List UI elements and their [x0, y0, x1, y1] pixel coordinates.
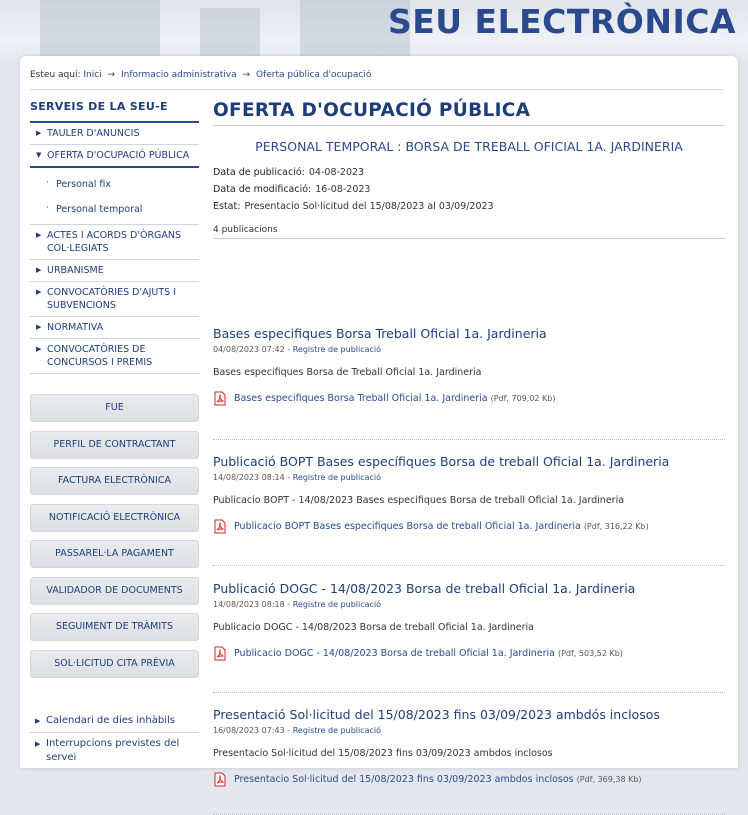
publication-title[interactable]: Presentació Sol·licitud del 15/08/2023 fins 03/09/2023 ambdós inclosos — [213, 707, 660, 722]
pdf-icon — [213, 391, 227, 406]
publication-description: Publicacio DOGC - 14/08/2023 Borsa de treball Oficial 1a. Jardineria — [213, 622, 534, 633]
page-title: OFERTA D'OCUPACIÓ PÚBLICA — [213, 100, 725, 126]
publication-description: Publicacio BOPT - 14/08/2023 Bases especifiques Borsa de treball Oficial 1a. Jardineria — [213, 495, 625, 506]
site-title: SEU ELECTRÒNICA — [387, 2, 736, 41]
divider — [213, 692, 725, 693]
offer-subtitle: PERSONAL TEMPORAL : BORSA DE TREBALL OFICIAL 1A. JARDINERIA — [255, 139, 683, 154]
sidebar-menu — [30, 123, 199, 374]
sidebar-links — [30, 710, 199, 770]
publication-title[interactable]: Publicació DOGC - 14/08/2023 Borsa de treball Oficial 1a. Jardineria — [213, 581, 636, 596]
sidebar-active-divider — [30, 166, 199, 168]
meta-value: 16-08-2023 — [315, 184, 371, 195]
publication-file[interactable] — [213, 519, 725, 534]
breadcrumb — [30, 70, 371, 80]
link-label: Interrupcions previstes del servei — [46, 738, 180, 763]
breadcrumb-info-admin[interactable]: Informacio administrativa — [120, 70, 237, 80]
publication-date: 14/08/2023 08:18 - Registre de publicació — [213, 600, 382, 609]
background-building — [200, 8, 260, 62]
triangle-right-icon: ▶ — [36, 266, 42, 274]
publication-item — [213, 707, 725, 787]
sidebar-item-label: ACTES I ACORDS D'ÒRGANS COL·LEGIATS — [47, 230, 182, 254]
file-meta: (Pdf, 316,22 Kb) — [583, 522, 649, 531]
background-building — [40, 0, 160, 62]
breadcrumb-arrow: → — [107, 70, 116, 80]
publication-file[interactable] — [213, 646, 725, 661]
header-banner — [0, 0, 748, 62]
publication-title[interactable]: Publicació BOPT Bases específiques Borsa de treball Oficial 1a. Jardineria — [213, 454, 670, 469]
sidebar-item-label: Personal temporal — [56, 204, 143, 215]
publication-description: Bases especifiques Borsa de Treball Oficial 1a. Jardineria — [213, 367, 482, 378]
sidebar-item-oferta[interactable] — [30, 145, 199, 166]
divider — [30, 89, 724, 90]
sidebar-item-label: OFERTA D'OCUPACIÓ PÚBLICA — [47, 150, 190, 161]
triangle-right-icon: ▶ — [35, 740, 41, 748]
publication-description: Presentacio Sol·licitud del 15/08/2023 fins 03/09/2023 ambdos inclosos — [213, 748, 553, 759]
content-card — [20, 56, 738, 785]
file-link[interactable]: Publicacio DOGC - 14/08/2023 Borsa de treball Oficial 1a. Jardineria — [234, 648, 555, 659]
pdf-icon — [213, 772, 227, 787]
cita-previa-button[interactable]: SOL·LICITUD CITA PRÈVIA — [30, 650, 199, 678]
publication-datetime: 16/08/2023 07:43 — [213, 726, 285, 735]
publication-datetime: 04/08/2023 07:42 — [213, 345, 285, 354]
meta-label: Data de modificació: — [213, 184, 312, 195]
publication-file[interactable] — [213, 772, 725, 787]
publication-datetime: 14/08/2023 08:18 — [213, 600, 285, 609]
publication-datetime: 14/08/2023 08:14 — [213, 473, 285, 482]
publication-title[interactable]: Bases especifiques Borsa Treball Oficial 1a. Jardineria — [213, 326, 547, 341]
offer-meta — [213, 164, 725, 215]
file-link[interactable]: Presentacio Sol·licitud del 15/08/2023 fins 03/09/2023 ambdos inclosos — [234, 774, 574, 785]
triangle-right-icon: ▶ — [35, 717, 41, 725]
triangle-down-icon: ▼ — [36, 151, 42, 159]
registry-link[interactable]: Registre de publicació — [292, 600, 382, 609]
notificacio-electronica-button[interactable]: NOTIFICACIÓ ELECTRÒNICA — [30, 504, 199, 532]
registry-link[interactable]: Registre de publicació — [292, 726, 382, 735]
divider — [213, 439, 725, 440]
publication-file[interactable] — [213, 391, 725, 406]
file-meta: (Pdf, 503,52 Kb) — [557, 649, 623, 658]
sidebar-item-label: CONVOCATÒRIES DE CONCURSOS I PREMIS — [47, 344, 153, 368]
registry-link[interactable]: Registre de publicació — [292, 345, 382, 354]
meta-row — [213, 181, 725, 198]
meta-value: Presentacio Sol·licitud del 15/08/2023 al 03/09/2023 — [244, 201, 494, 212]
sidebar-item-concursos[interactable] — [30, 339, 199, 374]
main-content — [213, 100, 725, 785]
sidebar-item-label: NORMATIVA — [47, 322, 104, 333]
file-meta: (Pdf, 709,02 Kb) — [490, 394, 556, 403]
service-buttons — [30, 394, 199, 686]
sidebar — [30, 100, 199, 763]
breadcrumb-home[interactable]: Inici — [83, 70, 102, 80]
fue-button[interactable]: FUE — [30, 394, 199, 422]
sidebar-item-label: TAULER D'ANUNCIS — [47, 128, 140, 139]
sidebar-item-convocatories-ajuts[interactable] — [30, 282, 199, 317]
publication-item — [213, 326, 725, 406]
triangle-right-icon: ▶ — [36, 323, 42, 331]
link-interrupcions[interactable] — [30, 733, 199, 770]
sidebar-title: SERVEIS DE LA SEU-E — [30, 100, 199, 123]
publication-date: 16/08/2023 07:43 - Registre de publicació — [213, 726, 382, 735]
pdf-icon — [213, 519, 227, 534]
sidebar-item-actes[interactable] — [30, 224, 199, 260]
breadcrumb-arrow: → — [242, 70, 251, 80]
meta-row — [213, 164, 725, 181]
publications-count: 4 publicacions — [213, 225, 725, 239]
triangle-right-icon: ▶ — [36, 129, 42, 137]
factura-electronica-button[interactable]: FACTURA ELECTRÒNICA — [30, 467, 199, 495]
breadcrumb-prefix: Esteu aquí: — [30, 70, 81, 80]
link-label: Calendari de dies inhàbils — [46, 715, 175, 726]
validador-documents-button[interactable]: VALIDADOR DE DOCUMENTS — [30, 577, 199, 605]
publication-date: 04/08/2023 07:42 - Registre de publicació — [213, 345, 382, 354]
dot-icon: · — [46, 178, 49, 188]
link-calendari[interactable] — [30, 710, 199, 733]
publication-item — [213, 581, 725, 661]
file-link[interactable]: Publicacio BOPT Bases especifiques Borsa de treball Oficial 1a. Jardineria — [234, 521, 581, 532]
dot-icon: · — [46, 203, 49, 213]
sidebar-subitem-personal-temporal[interactable] — [30, 199, 199, 220]
pdf-icon — [213, 646, 227, 661]
sidebar-subitem-personal-fix[interactable] — [30, 174, 199, 195]
sidebar-item-normativa[interactable] — [30, 317, 199, 339]
file-meta: (Pdf, 369,38 Kb) — [576, 775, 642, 784]
triangle-right-icon: ▶ — [36, 231, 42, 239]
triangle-right-icon: ▶ — [36, 288, 42, 296]
perfil-contractant-button[interactable]: PERFIL DE CONTRACTANT — [30, 431, 199, 459]
passarela-pagament-button[interactable]: PASSAREL·LA PAGAMENT — [30, 540, 199, 568]
publication-item — [213, 454, 725, 534]
file-link[interactable]: Bases especifiques Borsa Treball Oficial 1a. Jardineria — [234, 393, 488, 404]
registry-link[interactable]: Registre de publicació — [292, 473, 382, 482]
sidebar-item-label: CONVOCATÒRIES D'AJUTS I SUBVENCIONS — [47, 287, 176, 311]
triangle-right-icon: ▶ — [36, 345, 42, 353]
meta-label: Data de publicació: — [213, 167, 305, 178]
seguiment-tramits-button[interactable]: SEGUIMENT DE TRÀMITS — [30, 613, 199, 641]
meta-row — [213, 198, 725, 215]
sidebar-item-label: URBANISME — [47, 265, 104, 276]
meta-label: Estat: — [213, 201, 241, 212]
meta-value: 04-08-2023 — [308, 167, 365, 178]
publication-date: 14/08/2023 08:14 - Registre de publicació — [213, 473, 382, 482]
breadcrumb-current[interactable]: Oferta pública d'ocupació — [255, 70, 372, 80]
sidebar-item-label: Personal fix — [56, 179, 112, 190]
divider — [213, 565, 725, 566]
sidebar-item-tauler[interactable] — [30, 123, 199, 145]
sidebar-item-urbanisme[interactable] — [30, 260, 199, 282]
